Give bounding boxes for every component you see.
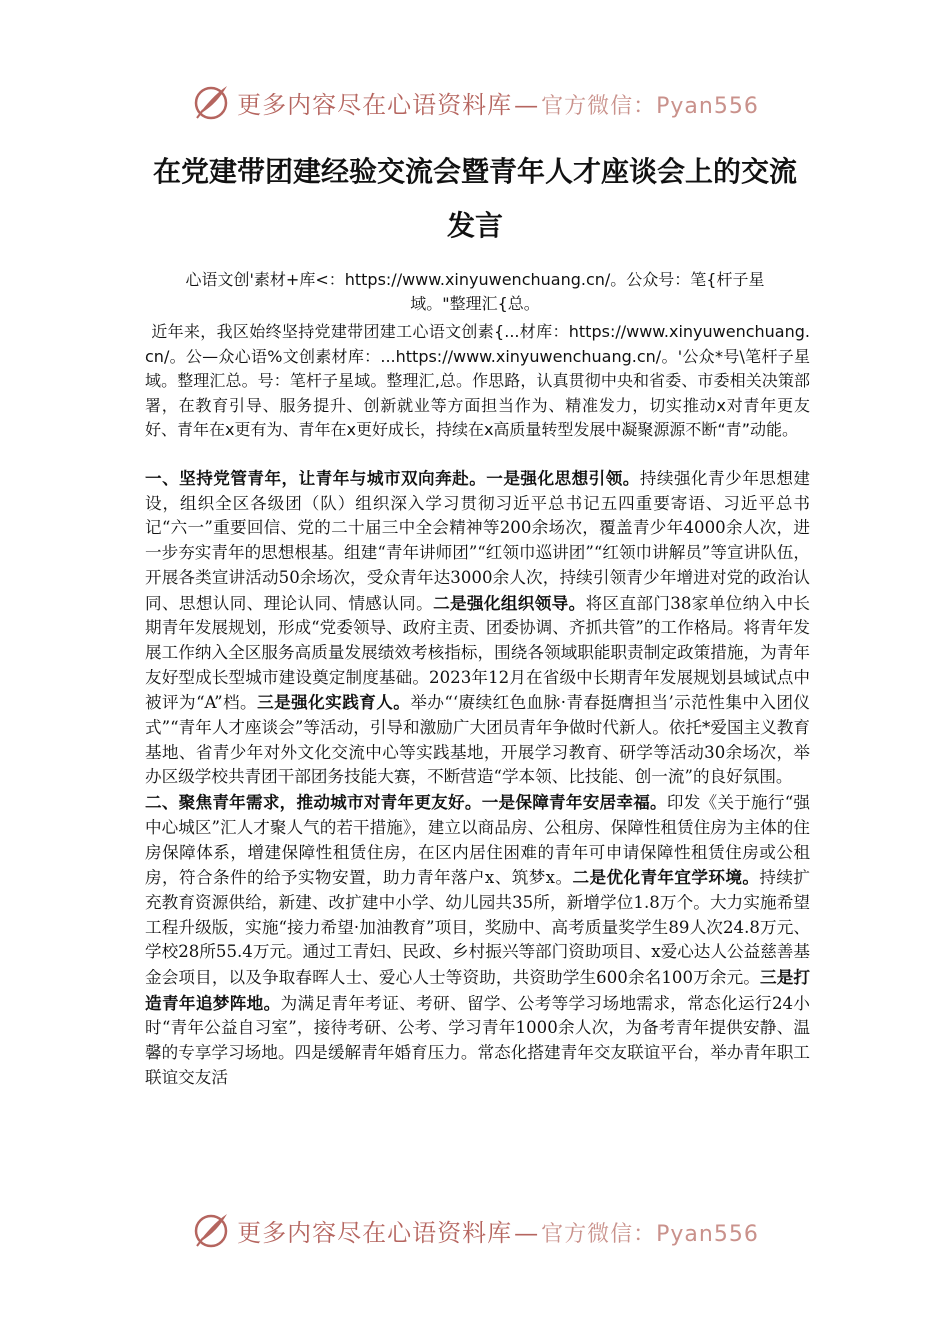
section-2-sub3-text: 为满足青年考证、考研、留学、公考等学习场地需求，常态化运行24小时“青年公益自习室”，接待考研、公考、学习青年1000余人次，为备考青年提供安静、温馨的专享学习场地。四是缓解青年婚育压力。常态化搭建青年交友联谊平台，举办青年职工联谊交友活 — [145, 993, 810, 1087]
intro-text: 近年来，我区始终坚持党建带团建工心语文创素{...材库：https://www.xinyuwenchuang.cn/。公—众心语%文创素材库：...https://www.xinyuwenchuang.cn/。'公众*号\笔杆子星域。整理汇总。号：笔杆子星域。整理汇,总。作思路，认真贯彻中央和省委、市委相关决策部署，在教育引导、服务提升、创新就业等方面担当作为、精准发力，切实推动x对青年更友好、青年在x更有为、青年在x更好成长，持续在x高质量转型发展中凝聚源源不断“青”动能。 — [145, 322, 810, 440]
footer-banner[interactable] — [0, 1208, 950, 1252]
page-title: 在党建带团建经验交流会暨青年人才座谈会上的交流发言 — [152, 155, 797, 242]
section-2-sub2-title: 二是优化青年宜学环境。 — [572, 867, 760, 888]
section-1-sub1-text: 持续强化青少年思想建设，组织全区各级团（队）组织深入学习贯彻习近平总书记五四重要寄语、习近平总书记“六一”重要回信、党的二十届三中全会精神等200余场次，覆盖青少年4000余人次，进一步夯实青年的思想根基。组建“青年讲师团”“红领巾巡讲团”“红领巾讲解员”等宣讲队伍，开展各类宣讲活动50余场次，受众青年达3000余人次，持续引领青少年增进对党的政治认同、思想认同、理论认同、情感认同。 — [145, 469, 811, 613]
quill-logo-icon — [191, 1210, 231, 1250]
section-2-paragraph — [145, 790, 810, 1090]
source-line: 心语文创'素材+库<：https://www.xinyuwenchuang.cn/。公众号：笔{杆子星域。"整理汇{总。 — [185, 270, 765, 313]
section-1-sub2-text: 将区直部门38家单位纳入中长期青年发展规划，形成“党委领导、政府主责、团委协调、齐抓共管”的工作格局。将青年发展工作纳入全区服务高质量发展绩效考核指标，围绕各领域职能职责制定政策措施，为青年友好型成长型城市建设奠定制度基础。2023年12月在省级中长期青年发展规划县域试点中被评为“A”档。 — [145, 593, 811, 713]
banner-dash: — — [514, 1218, 540, 1247]
section-2-sub2-text: 持续扩充教育资源供给，新建、改扩建中小学、幼儿园共35所，新增学位1.8万个。大力实施希望工程升级版，实施“接力希望·加油教育”项目，奖励中、高考质量奖学生89人次24.8万元、学校28所55.4万元。通过工青妇、民政、乡村振兴等部门资助项目、x爱心达人公益慈善基金会项目，以及争取春晖人士、爱心人士等资助，共资助学生600余名100万余元。 — [145, 868, 811, 988]
banner-text — [237, 85, 759, 120]
quill-logo-icon — [191, 82, 231, 122]
section-2-sub3-title: 三是打造青年追梦阵地。 — [145, 967, 811, 1013]
header-banner[interactable] — [0, 80, 950, 124]
section-2-sub1-title: 一是保障青年安居幸福。 — [481, 792, 667, 813]
banner-dash: — — [514, 90, 540, 119]
section-1-sub2-title: 二是强化组织领导。 — [433, 592, 586, 613]
banner-wechat-text: 官方微信：Pyan556 — [541, 1221, 759, 1247]
section-2-sub1-text: 印发《关于施行“强中心城区”汇人才聚人气的若干措施》，建立以商品房、公租房、保障性租赁住房为主体的住房保障体系，增建保障性租赁住房，在区内居住困难的青年可申请保障性租赁住房或公租房，符合条件的给予实物安置，助力青年落户x、筑梦x。 — [145, 793, 811, 888]
section-1-sub3-title: 三是强化实践育人。 — [257, 692, 411, 713]
section-1-sub1-title: 一是强化思想引领。 — [486, 468, 640, 488]
banner-text — [237, 1213, 759, 1248]
banner-main-text: 更多内容尽在心语资料库 — [237, 90, 513, 119]
banner-main-text: 更多内容尽在心语资料库 — [237, 1218, 513, 1247]
section-2-heading: 二、聚焦青年需求，推动城市对青年更友好。 — [145, 792, 482, 813]
section-1-paragraph — [145, 466, 810, 790]
banner-wechat-text: 官方微信：Pyan556 — [541, 93, 759, 119]
section-1-heading: 一、坚持党管青年，让青年与城市双向奔赴。 — [145, 468, 487, 488]
section-1-sub3-text: 举办“‘赓续红色血脉·青春挺膺担当’示范性集中入团仪式”“青年人才座谈会”等活动，引导和激励广大团员青年争做时代新人。依托*爱国主义教育基地、省青少年对外文化交流中心等实践基地，开展学习教育、研学等活动30余场次，举办区级学校共青团干部团务技能大赛，不断营造“学本领、比技能、创一流”的良好氛围。 — [145, 693, 811, 787]
intro-paragraph — [145, 320, 810, 443]
document-body — [145, 466, 810, 1091]
